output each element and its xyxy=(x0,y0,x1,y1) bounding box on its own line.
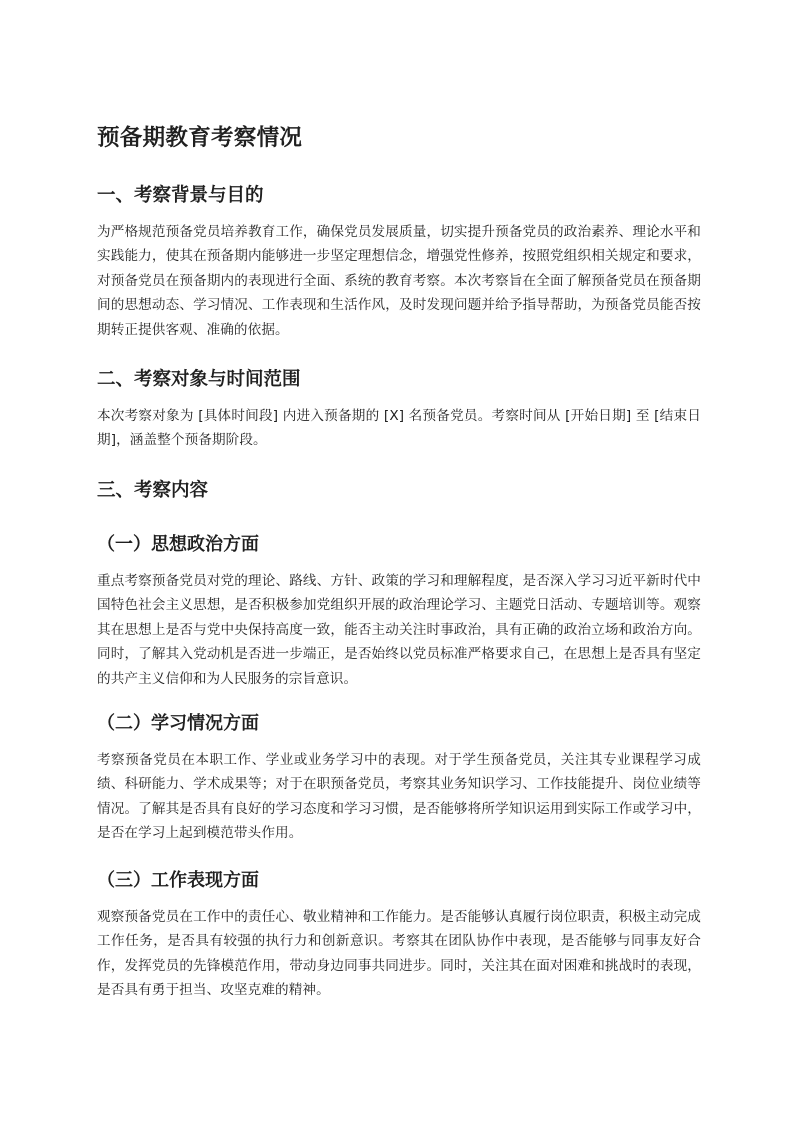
subsection-paragraph-ideology: 重点考察预备党员对党的理论、路线、方针、政策的学习和理解程度，是否深入学习习近平新时代中国特色社会主义思想，是否积极参加党组织开展的政治理论学习、主题党日活动、专题培训等。观察其在思想上是否与党中央保持高度一致，能否主动关注时事政治，具有正确的政治立场和政治方向。同时，了解其入党动机是否进一步端正，是否始终以党员标准严格要求自己，在思想上是否具有坚定的共产主义信仰和为人民服务的宗旨意识。 xyxy=(97,573,701,687)
document-title: 预备期教育考察情况 xyxy=(97,125,303,151)
section-paragraph-background: 为严格规范预备党员培养教育工作，确保党员发展质量，切实提升预备党员的政治素养、理论水平和实践能力，使其在预备期内能够进一步坚定理想信念，增强党性修养，按照党组织相关规定和要求，对预备党员在预备期内的表现进行全面、系统的教育考察。本次考察旨在全面了解预备党员在预备期间的思想动态、学习情况、工作表现和生活作风，及时发现问题并给予指导帮助，为预备党员能否按期转正提供客观、准确的依据。 xyxy=(97,224,701,338)
section-heading-scope: 二、考察对象与时间范围 xyxy=(97,369,301,390)
subsection-paragraph-study: 考察预备党员在本职工作、学业或业务学习中的表现。对于学生预备党员，关注其专业课程学习成绩、科研能力、学术成果等；对于在职预备党员，考察其业务知识学习、工作技能提升、岗位业绩等情况。了解其是否具有良好的学习态度和学习习惯，是否能够将所学知识运用到实际工作或学习中，是否在学习上起到模范带头作用。 xyxy=(97,752,701,842)
section-heading-content: 三、考察内容 xyxy=(97,480,209,501)
subsection-heading-ideology: （一）思想政治方面 xyxy=(97,534,259,555)
section-heading-background: 一、考察背景与目的 xyxy=(97,185,264,206)
subsection-heading-study: （二）学习情况方面 xyxy=(97,713,259,734)
subsection-heading-work: （三）工作表现方面 xyxy=(97,870,259,891)
subsection-paragraph-work: 观察预备党员在工作中的责任心、敬业精神和工作能力。是否能够认真履行岗位职责，积极主动完成工作任务，是否具有较强的执行力和创新意识。考察其在团队协作中表现，是否能够与同事友好合作，发挥党员的先锋模范作用，带动身边同事共同进步。同时，关注其在面对困难和挑战时的表现，是否具有勇于担当、攻坚克难的精神。 xyxy=(97,909,701,999)
section-paragraph-scope: 本次考察对象为 [具体时间段] 内进入预备期的 [X] 名预备党员。考察时间从 [开始日期] 至 [结束日期]，涵盖整个预备期阶段。 xyxy=(97,408,701,449)
